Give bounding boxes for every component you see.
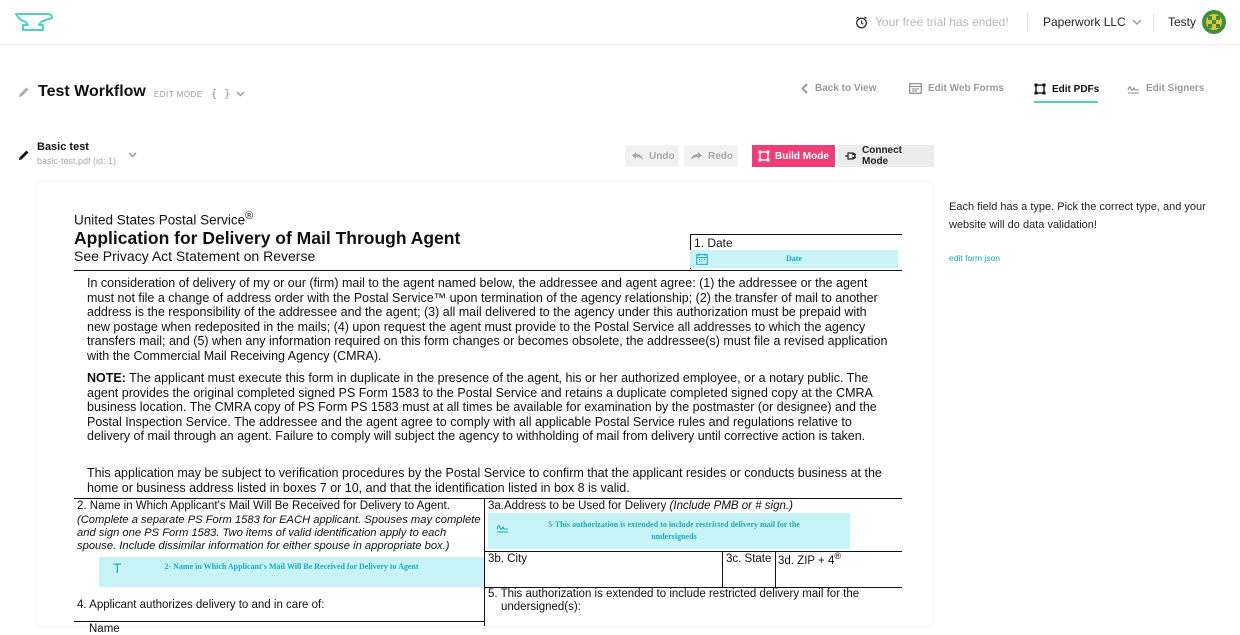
build-mode-label: Build Mode [775, 150, 829, 162]
chevron-down-icon [1132, 19, 1142, 26]
pdf-agency: United States Postal Service® [74, 210, 254, 228]
divider [1027, 13, 1028, 32]
box3b-label: 3b. City [488, 553, 527, 565]
edit-form-json-link[interactable]: edit form json [949, 253, 1001, 263]
user-name[interactable]: Testy [1168, 15, 1197, 29]
chevron-left-icon [801, 83, 809, 94]
box5-authorization-field[interactable] [488, 513, 850, 549]
box2-name-field[interactable] [99, 557, 484, 587]
redo-icon [690, 151, 703, 161]
box2-label: 2. Name in Which Applicant's Mail Will Be Received for Delivery to Agent. [77, 500, 450, 512]
web-forms-label: Edit Web Forms [928, 83, 1004, 94]
document-filename: basic-test.pdf (id: 1) [37, 156, 117, 166]
org-name: Paperwork LLC [1043, 15, 1126, 29]
connect-mode-button[interactable] [838, 145, 934, 167]
rule [74, 621, 484, 622]
date-field[interactable] [690, 250, 898, 268]
signature-icon [1127, 83, 1140, 94]
rule [690, 234, 902, 235]
undo-icon [631, 151, 644, 161]
edit-mode-label: EDIT MODE [153, 89, 203, 99]
pdf-verification-paragraph: This application may be subject to verification procedures by the Postal Service to confirm that the applicant resides or conducts business at the home or business address listed in boxes 7 or 10, and that the identification listed in box 8 is valid. [87, 466, 882, 495]
divider [1153, 13, 1154, 32]
trial-status[interactable] [855, 15, 1009, 29]
tab-edit-web-forms[interactable] [909, 83, 1004, 94]
document-selector[interactable] [18, 141, 137, 166]
field-type-help: Each field has a type. Pick the correct type, and your website will do data validation! [949, 201, 1206, 231]
back-label: Back to View [815, 83, 877, 94]
build-mode-button[interactable] [752, 145, 835, 167]
avatar[interactable] [1202, 10, 1226, 34]
box4-name-label: Name [89, 623, 120, 635]
chevron-down-icon[interactable] [128, 152, 137, 158]
alarm-clock-icon [855, 16, 868, 29]
back-to-view-link[interactable] [801, 83, 877, 94]
active-tab-indicator [1034, 101, 1098, 103]
trial-text: Your free trial has ended! [875, 15, 1009, 29]
box5-field-label: 5-This authorization is extended to include restricted delivery mail for the undersigneds [548, 520, 800, 541]
top-bar [0, 0, 1240, 45]
box4-label: 4. Applicant authorizes delivery to and in care of: [77, 599, 325, 611]
browser-window-icon [909, 83, 922, 94]
pdf-frame-icon [1034, 83, 1046, 95]
connect-mode-label: Connect Mode [862, 145, 902, 167]
pdf-privacy-note: See Privacy Act Statement on Reverse [74, 248, 316, 264]
pdfs-label: Edit PDFs [1052, 83, 1100, 95]
json-braces-icon[interactable]: { } [210, 87, 231, 100]
plug-icon [844, 151, 857, 161]
signature-icon [496, 522, 509, 533]
pdf-title: Application for Delivery of Mail Through Agent [74, 228, 461, 248]
pdf-note-paragraph: NOTE: The applicant must execute this form in duplicate in the presence of the agent, his or her authorized employee, or a notary public. The agent provides the original completed signed PS Form 1583 to the Postal Service and retains a duplicate completed signed copy at the CMRA business location. The CMRA copy of PS Form PS 1583 must at all times be available for examination by the postmaster (or designee) and the Postal Inspection Service. The addressee and the agent agree to comply with all applicable Postal Service rules and regulations relative to delivery of mail through an agent. Failure to comply will subject the agency to withholding of mail from delivery until corrective action is taken. [87, 371, 877, 444]
undo-label: Undo [649, 150, 675, 162]
rule [722, 551, 723, 587]
workflow-title: Test Workflow [38, 83, 146, 100]
calendar-icon [696, 253, 708, 265]
pencil-icon[interactable] [18, 149, 30, 161]
box2-field-label: 2- Name in Which Applicant's Mail Will Be Received for Delivery to Agent [164, 562, 419, 571]
tab-edit-pdfs[interactable] [1034, 83, 1099, 95]
redo-button[interactable] [684, 145, 738, 167]
anvil-logo-icon[interactable] [15, 11, 53, 38]
box2-note: (Complete a separate PS Form 1583 for EACH applicant. Spouses may complete and sign one PS Form 1583. Two items of valid identification apply to each spouse. Include dissimilar information for either spouse in appropriate box.) [77, 514, 481, 553]
rule [775, 551, 776, 587]
rule [74, 498, 902, 499]
box3c-label: 3c. State [726, 553, 772, 565]
pdf-intro-paragraph: In consideration of delivery of my or our (firm) mail to the agent named below, the addressee and agent agree: (1) the addressee or the agent must not file a change of address order with the Postal Service™ upon termination of the agency relationship; (2) the transfer of mail to another address is the responsibility of the addressee and the agent; (3) all mail delivered to the agency under this authorization must be prepaid with new postage when redeposited in the mails; (4) upon request the agent must provide to the Postal Service all addresses to which the agency transfers mail; and (5) when any information required on this form changes or becomes obsolete, the addressee(s) must file a revised application with the Commercial Mail Receiving Agency (CMRA). [87, 276, 888, 363]
signers-label: Edit Signers [1146, 83, 1205, 94]
redo-label: Redo [708, 150, 733, 162]
frame-icon [758, 150, 770, 162]
pdf-canvas[interactable] [37, 182, 933, 635]
workflow-nav [0, 83, 1240, 107]
box5-label: 5. This authorization is extended to include restricted delivery mail for the undersigned(s): [488, 588, 860, 613]
document-name: Basic test [37, 141, 89, 153]
box3a-label: 3a.Address to be Used for Delivery (Include PMB or # sign.) [488, 500, 793, 512]
tab-edit-signers[interactable] [1127, 83, 1204, 94]
rule [484, 498, 485, 626]
box3d-label: 3d. ZIP + 4® [778, 551, 842, 567]
date-field-label: Date [786, 254, 802, 263]
pdf-date-label: 1. Date [694, 236, 733, 250]
undo-button[interactable] [625, 145, 679, 167]
text-type-icon: T [113, 560, 122, 576]
org-switcher[interactable] [1043, 15, 1142, 29]
rule [74, 270, 902, 271]
